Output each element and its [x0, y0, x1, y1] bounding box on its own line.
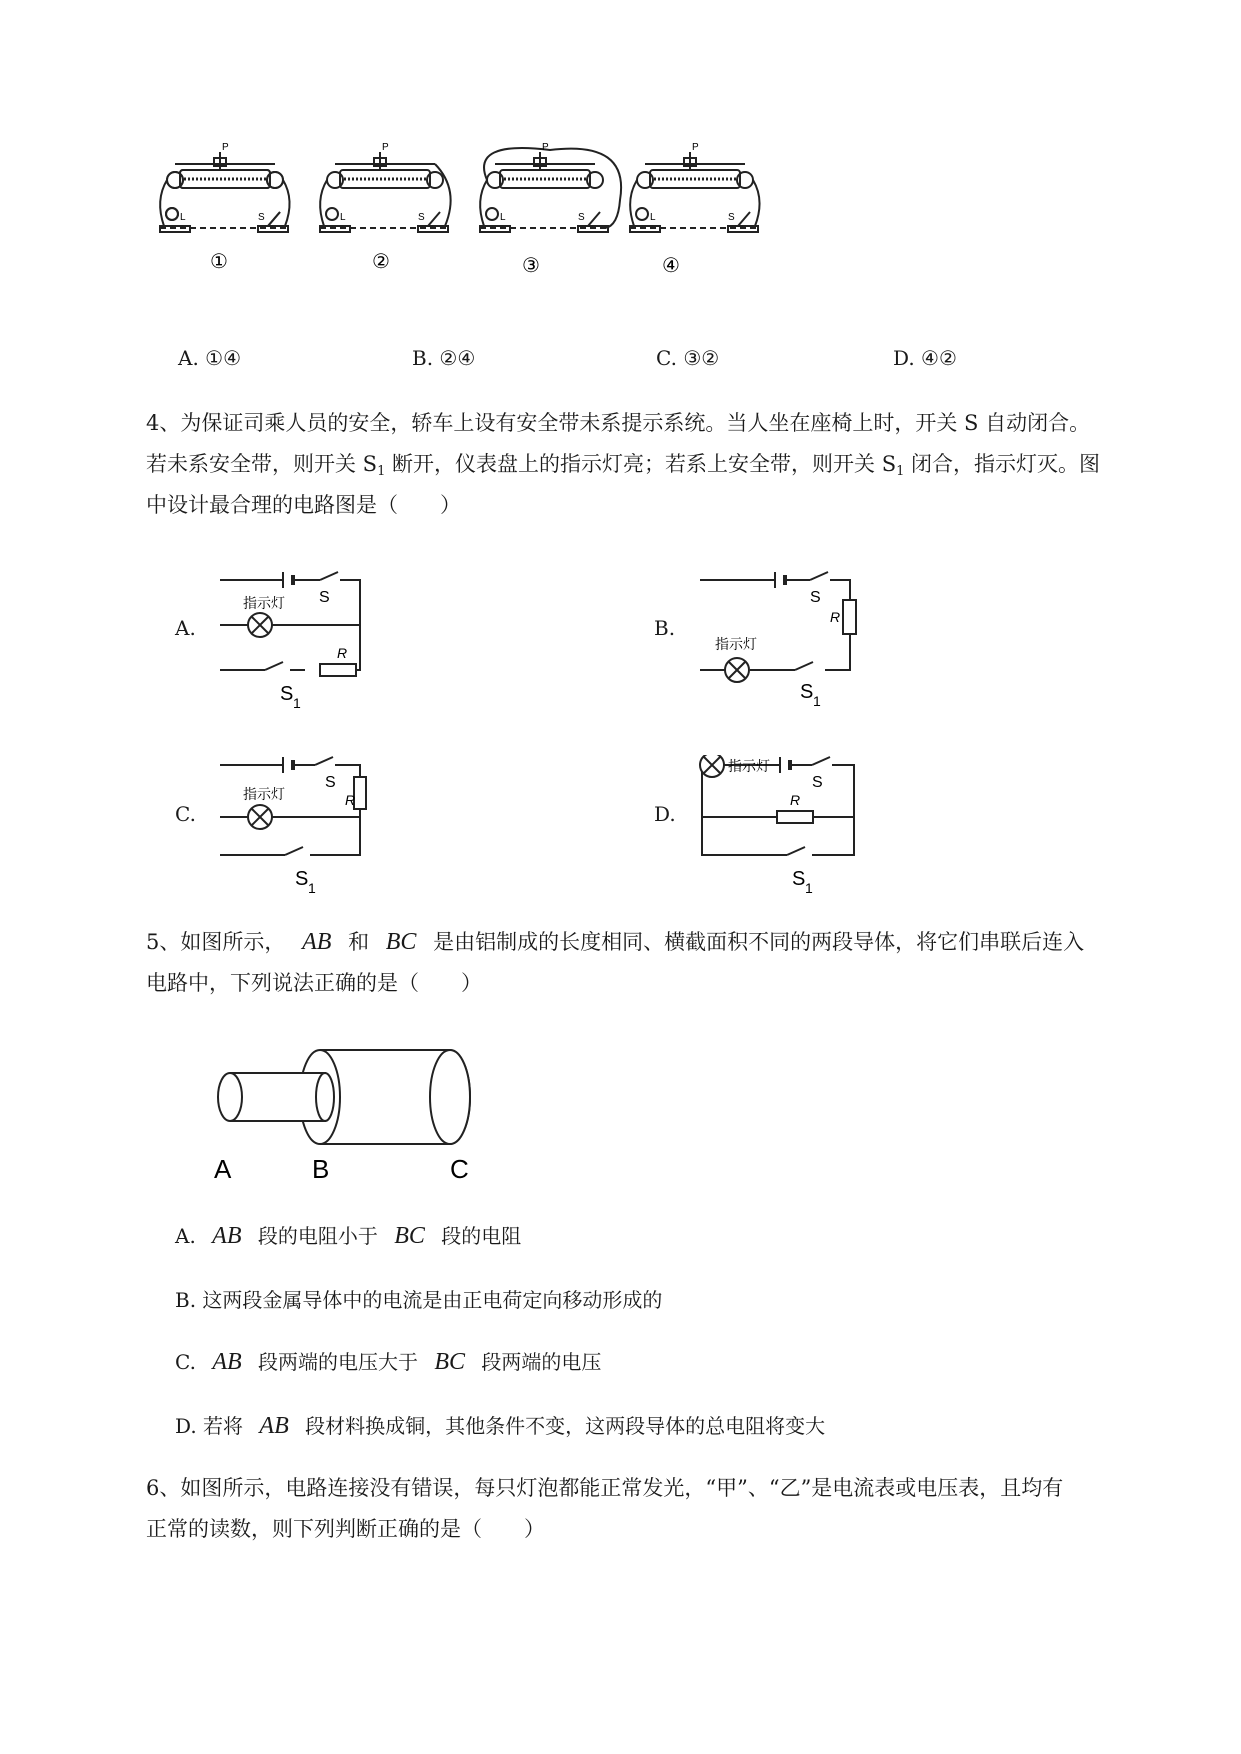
q4-option-d[interactable]: D.: [654, 802, 676, 826]
q3-figure-1: [160, 142, 290, 232]
svg-text:S: S: [418, 212, 425, 223]
svg-text:指示灯: 指示灯: [728, 758, 770, 774]
svg-text:S: S: [295, 868, 309, 890]
q5-label-c: C: [450, 1154, 469, 1184]
svg-text:指示灯: 指示灯: [243, 595, 285, 611]
svg-text:S: S: [258, 212, 265, 223]
q3-option-a[interactable]: A. ①④: [178, 346, 242, 370]
q4-stem-line-2: 若未系安全带，则开关 $S_1$ 断开，仪表盘上的指示灯亮；若系上安全带，则开关 $S_1$ 闭合，指示灯灭。图: [146, 452, 1101, 479]
q3-figure-label-3: ③: [522, 255, 540, 277]
q4-stem-line-1: 4、为保证司乘人员的安全，轿车上设有安全带未系提示系统。当人坐在座椅上时，开关 S 自动闭合。: [146, 411, 1091, 435]
svg-text:P: P: [542, 142, 549, 153]
svg-text:R: R: [790, 792, 801, 808]
q3-option-b[interactable]: B. ②④: [412, 346, 476, 370]
q4-circuit-b: [695, 570, 865, 720]
svg-text:L: L: [500, 212, 506, 223]
q5-conductor-figure: [200, 1040, 490, 1190]
svg-text:S: S: [578, 212, 585, 223]
q4-option-a[interactable]: A.: [175, 616, 196, 640]
svg-text:指示灯: 指示灯: [243, 786, 285, 802]
q6-stem-line-2: 正常的读数，则下列判断正确的是（ ）: [146, 1517, 545, 1541]
q3-figure-row: [150, 140, 870, 280]
q5-label-a: A: [214, 1154, 232, 1184]
q5-stem-line-1: 5、如图所示， AB 和 BC 是由铝制成的长度相同、横截面积不同的两段导体，将它们串联后连入: [146, 929, 1085, 955]
svg-text:S: S: [319, 589, 330, 606]
q3-figure-label-4: ④: [662, 255, 680, 277]
svg-text:S: S: [325, 774, 336, 791]
q3-figure-label-2: ②: [372, 251, 390, 273]
q3-figure-label-1: ①: [210, 251, 228, 273]
svg-text:L: L: [650, 212, 656, 223]
q3-rheostat-figures: [150, 140, 870, 280]
q4-circuit-c: [215, 755, 375, 905]
q3-figure-2: [320, 142, 451, 232]
svg-text:S: S: [810, 589, 821, 606]
svg-text:S: S: [728, 212, 735, 223]
q5-option-c[interactable]: C. AB 段两端的电压大于 BC 段两端的电压: [175, 1349, 602, 1375]
svg-text:P: P: [222, 142, 229, 153]
q4-circuit-a: [215, 570, 375, 720]
svg-text:1: 1: [293, 695, 301, 711]
q3-option-c[interactable]: C. ③②: [656, 346, 720, 370]
svg-text:R: R: [345, 792, 356, 808]
q5-option-b[interactable]: B. 这两段金属导体中的电流是由正电荷定向移动形成的: [175, 1288, 663, 1312]
q3-option-d[interactable]: D. ④②: [893, 346, 957, 370]
q5-label-b: B: [312, 1154, 330, 1184]
q5-option-a[interactable]: A. AB 段的电阻小于 BC 段的电阻: [175, 1223, 522, 1249]
svg-text:P: P: [692, 142, 699, 153]
svg-text:S: S: [800, 681, 814, 703]
q5-stem-line-2: 电路中，下列说法正确的是（ ）: [146, 971, 482, 995]
q5-option-d[interactable]: D. 若将 AB 段材料换成铜，其他条件不变，这两段导体的总电阻将变大: [175, 1413, 826, 1439]
q3-figure-3: [480, 142, 621, 232]
svg-text:S: S: [280, 683, 294, 705]
q4-circuit-d: [692, 755, 862, 905]
q3-figure-4: [630, 142, 760, 232]
svg-text:1: 1: [308, 880, 316, 896]
q4-option-b[interactable]: B.: [654, 616, 676, 640]
svg-text:L: L: [340, 212, 346, 223]
svg-text:1: 1: [813, 693, 821, 709]
svg-text:1: 1: [805, 880, 813, 896]
svg-text:S: S: [812, 774, 823, 791]
q6-stem-line-1: 6、如图所示，电路连接没有错误，每只灯泡都能正常发光，“甲”、“乙”是电流表或电压表，且均有: [146, 1476, 1064, 1500]
svg-text:指示灯: 指示灯: [715, 636, 757, 652]
svg-text:S: S: [792, 868, 806, 890]
q4-stem-line-3: 中设计最合理的电路图是（ ）: [146, 493, 461, 517]
svg-text:R: R: [830, 609, 841, 625]
q4-option-c[interactable]: C.: [175, 802, 196, 826]
svg-text:L: L: [180, 212, 186, 223]
svg-text:P: P: [382, 142, 389, 153]
svg-text:R: R: [337, 645, 348, 661]
